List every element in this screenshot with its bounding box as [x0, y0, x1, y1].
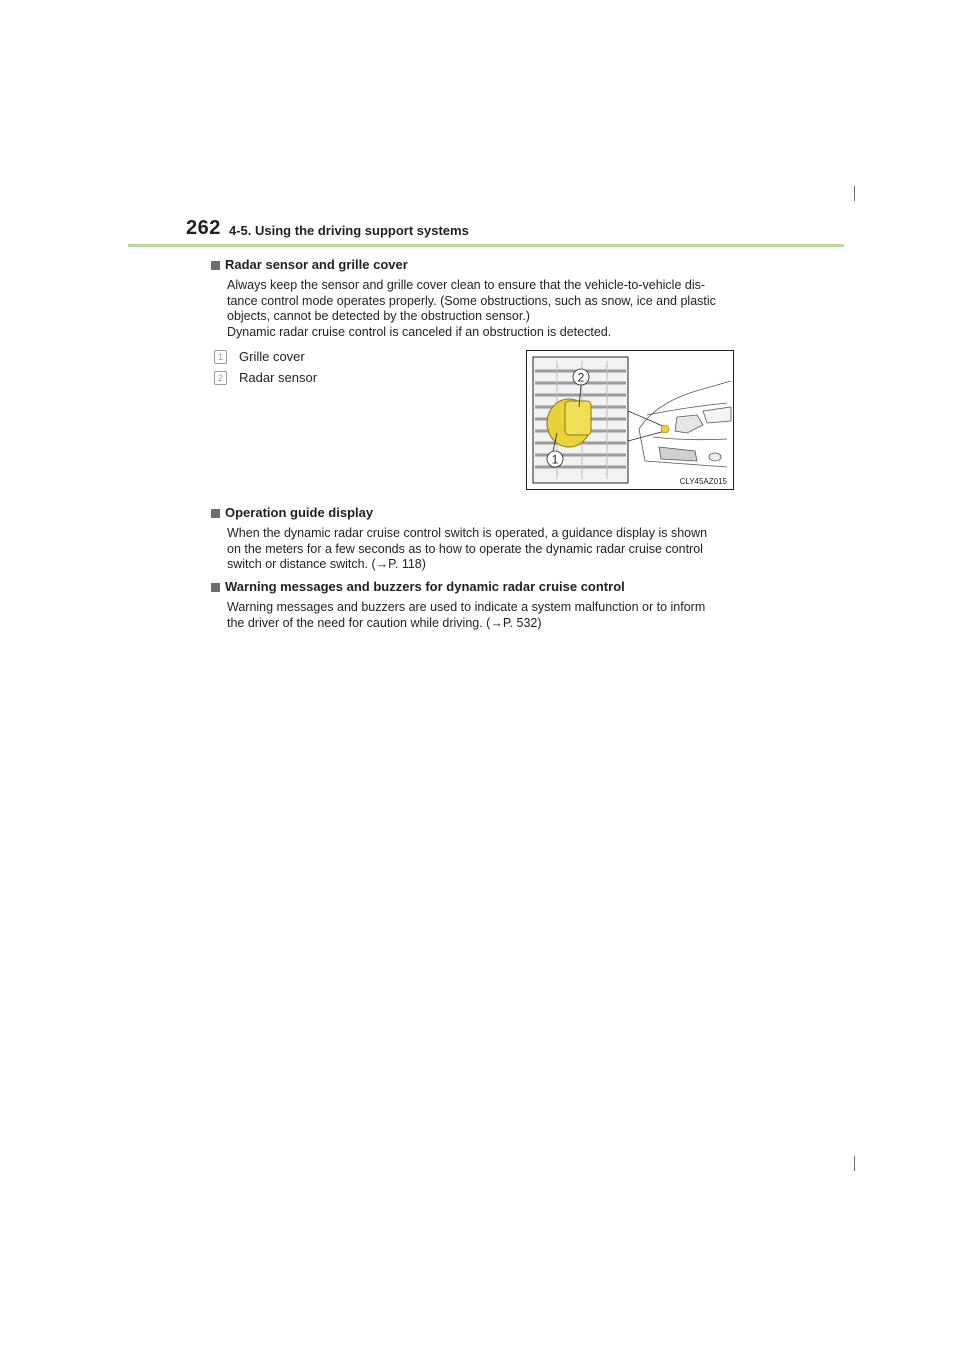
crop-mark-bottom: [854, 1156, 855, 1171]
body-line: When the dynamic radar cruise control switch is operated, a guidance display is shown: [227, 526, 708, 540]
section-radar-sensor: [211, 256, 751, 340]
body-line: the driver of the need for caution while driving. (→P. 532): [227, 615, 542, 630]
section-operation-guide: [211, 504, 751, 573]
legend-label: Grille cover: [239, 349, 305, 364]
sensor-location-marker: [661, 425, 669, 433]
section-heading: [211, 504, 751, 522]
heading-text: Radar sensor and grille cover: [225, 257, 408, 272]
body-line: on the meters for a few seconds as to how to operate the dynamic radar cruise control: [227, 541, 703, 556]
square-bullet-icon: [211, 583, 220, 592]
square-bullet-icon: [211, 509, 220, 518]
body-line: tance control mode operates properly. (Some obstructions, such as snow, ice and plastic: [227, 293, 716, 308]
section-heading: [211, 578, 751, 596]
figure-code: CLY45AZ015: [679, 477, 727, 486]
body-line: Warning messages and buzzers are used to indicate a system malfunction or to inform: [227, 600, 706, 614]
figure-legend: [214, 346, 317, 388]
section-body: [227, 526, 757, 573]
section-warning-messages: [211, 578, 751, 631]
legend-item-grille-cover: [214, 346, 317, 367]
body-line: Dynamic radar cruise control is canceled if an obstruction is detected.: [227, 324, 612, 339]
legend-label: Radar sensor: [239, 370, 318, 385]
section-body: [227, 600, 757, 631]
square-bullet-icon: [211, 261, 220, 270]
radar-sensor-shape: [565, 401, 591, 435]
heading-text: Warning messages and buzzers for dynamic radar cruise control: [225, 579, 625, 594]
crop-mark-top: [854, 186, 855, 201]
section-title: 4-5. Using the driving support systems: [229, 223, 469, 238]
car-front-illustration: [639, 381, 731, 467]
page-number: 262: [186, 217, 221, 239]
body-line: Always keep the sensor and grille cover clean to ensure that the vehicle-to-vehicle dis-: [227, 278, 706, 292]
grille-illustration: [527, 351, 733, 489]
body-line: switch or distance switch. (→P. 118): [227, 557, 426, 571]
radar-sensor-figure: [526, 350, 734, 490]
legend-number: 1: [214, 350, 227, 364]
body-line: objects, cannot be detected by the obstruction sensor.): [227, 309, 530, 323]
section-body: [227, 278, 757, 340]
legend-item-radar-sensor: [214, 367, 317, 388]
section-heading: [211, 256, 751, 274]
callout-2: 2: [577, 370, 585, 385]
heading-text: Operation guide display: [225, 505, 374, 520]
legend-number: 2: [214, 371, 227, 385]
callout-1: 1: [551, 452, 559, 467]
header-rule: [128, 244, 844, 247]
